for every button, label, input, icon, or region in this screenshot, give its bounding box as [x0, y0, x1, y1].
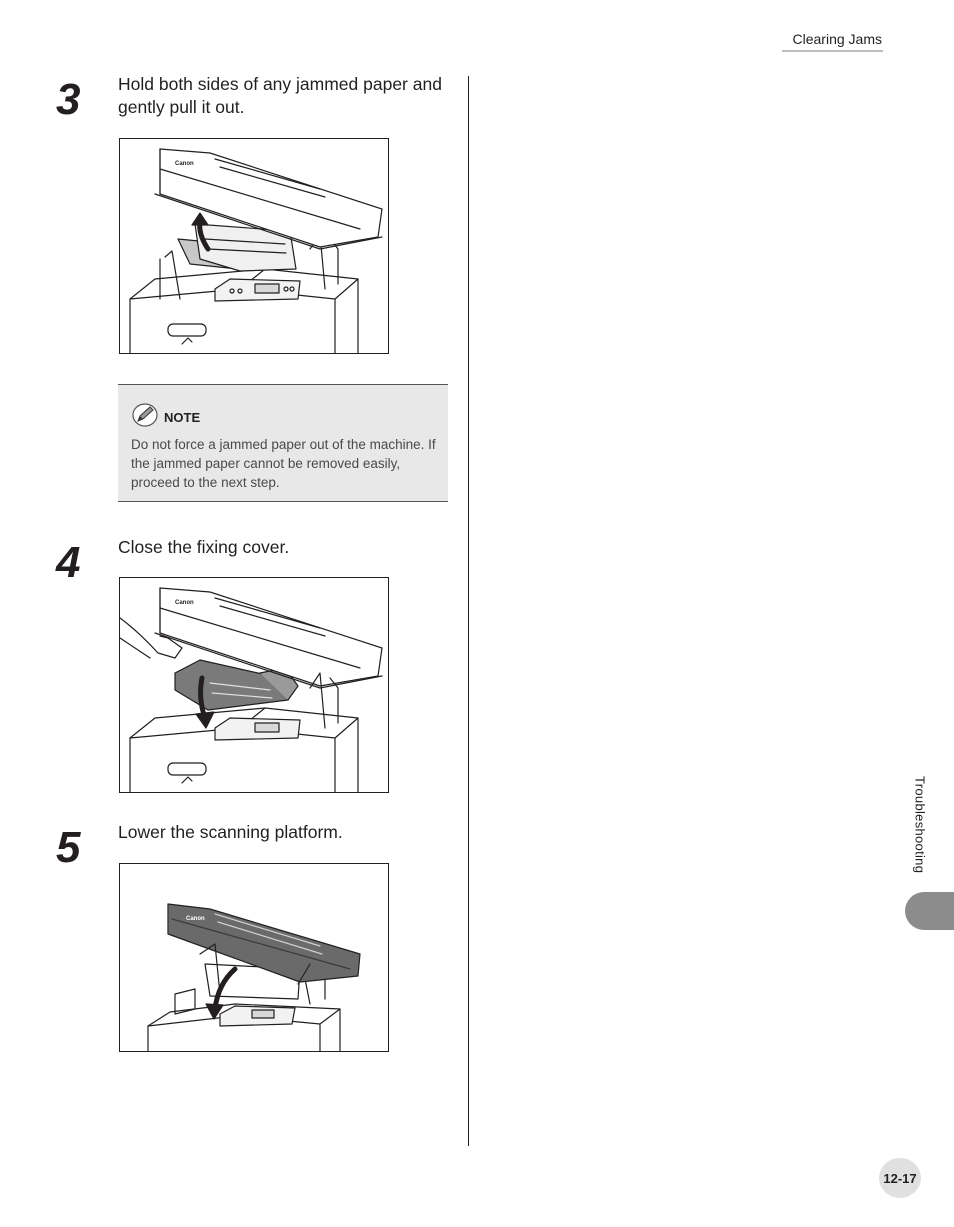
step-5-number: 5	[56, 823, 80, 872]
step-5-text: Lower the scanning platform.	[118, 822, 343, 842]
step-4-text: Close the fixing cover.	[118, 537, 290, 557]
step-4-number: 4	[56, 538, 80, 587]
side-tab-label: Troubleshooting	[912, 776, 928, 874]
pencil-icon	[132, 403, 158, 432]
note-label: NOTE	[164, 410, 201, 425]
note-header	[132, 403, 200, 432]
step-3-text: Hold both sides of any jammed paper and gently pull it out.	[118, 74, 442, 117]
page-number: 12-17	[879, 1158, 921, 1198]
header-rule	[782, 50, 883, 52]
note-box	[118, 384, 448, 502]
section-title: Clearing Jams	[792, 31, 882, 47]
brand-logo: Canon	[175, 600, 194, 606]
figure-close-fixing-cover	[119, 577, 389, 793]
figure-lower-scanning-platform	[119, 863, 389, 1052]
column-divider	[468, 76, 469, 1146]
note-text: Do not force a jammed paper out of the machine. If the jammed paper cannot be removed easily, proceed to the next step.	[131, 437, 436, 490]
figure-pull-jammed-paper	[119, 138, 389, 354]
brand-logo: Canon	[175, 161, 194, 167]
brand-logo: Canon	[186, 916, 205, 922]
step-3-number: 3	[56, 75, 80, 124]
chapter-tab	[905, 892, 954, 930]
